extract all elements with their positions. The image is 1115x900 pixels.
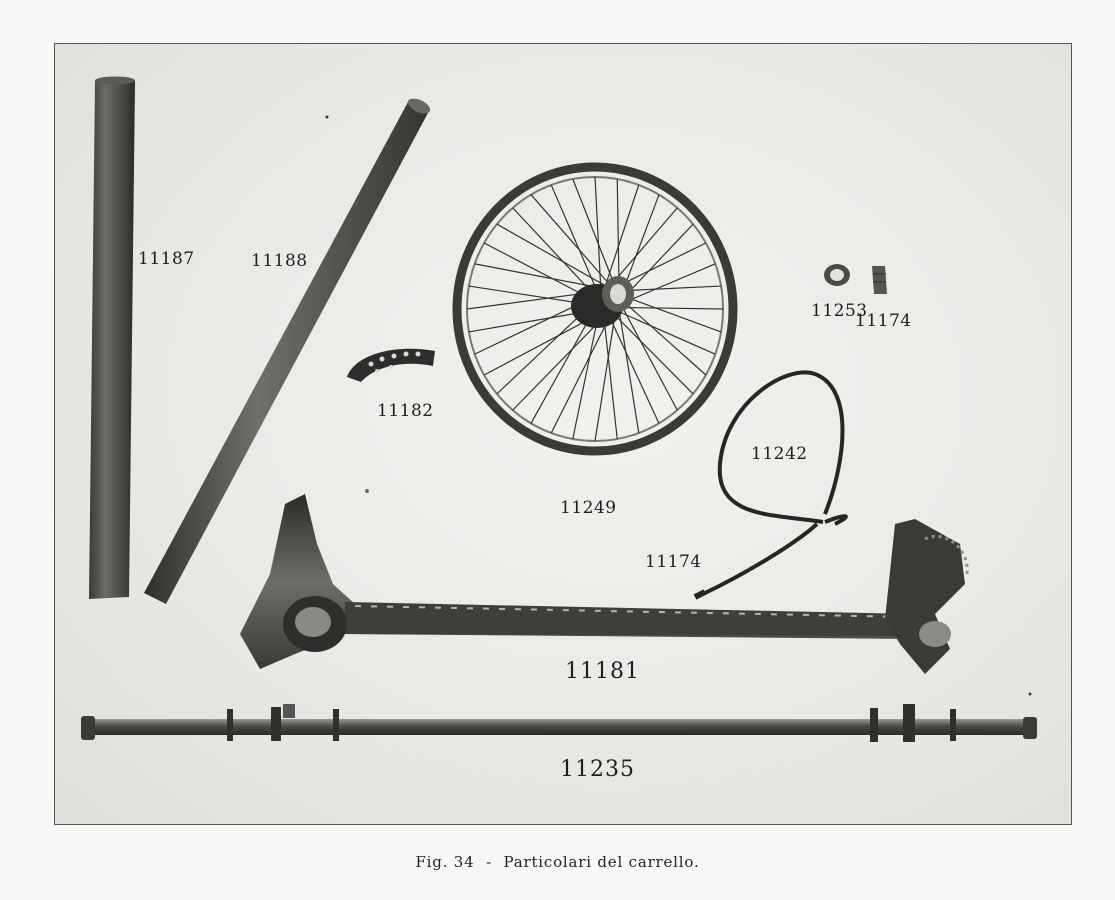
part-label-11174-cable-end: 11174: [645, 552, 702, 572]
long-axle-part: [81, 704, 1037, 742]
photo-plate: [54, 43, 1072, 825]
perforated-plate-part: [347, 349, 435, 382]
figure-caption: [0, 853, 1115, 871]
part-label-11182: 11182: [377, 401, 434, 421]
figure-number: Fig. 34: [415, 853, 475, 871]
part-label-11188: 11188: [251, 251, 308, 271]
spoked-wheel-part: [457, 167, 733, 451]
ring-part: [824, 264, 850, 286]
vertical-tube-part: [89, 77, 135, 600]
bolt-part: [872, 266, 887, 294]
axle-frame-part: [240, 494, 967, 674]
caption-text: Particolari del carrello.: [503, 853, 700, 871]
caption-separator: -: [486, 853, 492, 871]
parts-photograph: [55, 44, 1072, 825]
part-label-11181: 11181: [565, 659, 640, 684]
part-label-11187: 11187: [138, 249, 195, 269]
part-label-11242: 11242: [751, 444, 808, 464]
coiled-cable-part: [695, 372, 846, 597]
part-label-11174-bolt: 11174: [855, 311, 912, 331]
part-label-11253: 11253: [811, 301, 868, 321]
part-label-11235: 11235: [560, 757, 635, 782]
part-label-11249: 11249: [560, 498, 617, 518]
